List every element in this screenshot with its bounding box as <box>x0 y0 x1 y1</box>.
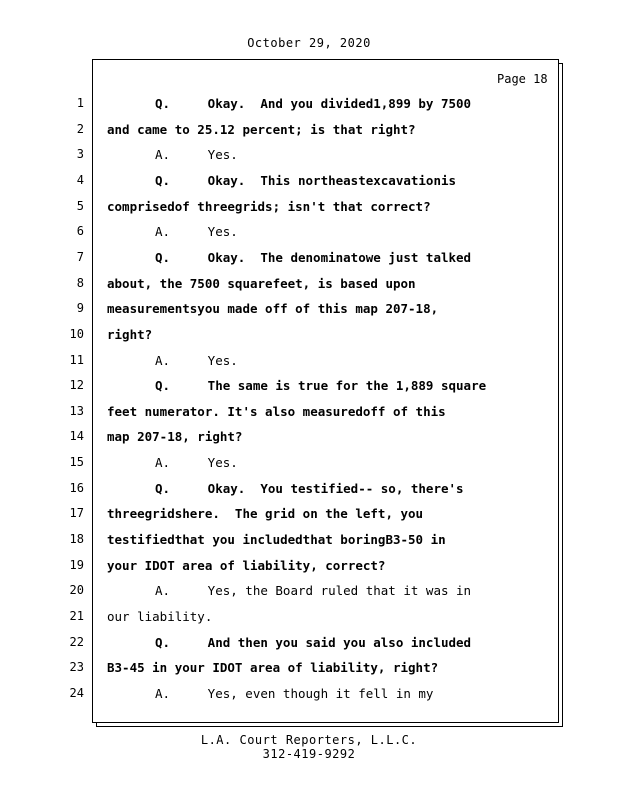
line-text: your IDOT area of liability, correct? <box>107 557 386 573</box>
line-text: Q. The same is true for the 1,889 square <box>155 378 487 394</box>
line-text: comprisedof threegrids; isn't that correct? <box>107 198 431 214</box>
footer-phone: 312-419-9292 <box>262 747 356 761</box>
transcript-line <box>0 301 618 327</box>
line-text: A. Yes. <box>155 224 238 240</box>
line-text: map 207-18, right? <box>107 429 243 445</box>
line-number: 6 <box>76 224 84 239</box>
line-number: 11 <box>69 352 84 367</box>
line-text: measurementsyou made off of this map 207-18, <box>107 301 439 317</box>
line-text: Q. Okay. The denominatowe just talked <box>155 249 472 265</box>
line-text: Q. Okay. You testified-- so, there's <box>155 480 464 496</box>
line-text: A. Yes. <box>155 352 238 368</box>
line-number: 8 <box>76 275 84 290</box>
line-number: 16 <box>69 480 84 495</box>
transcript-line <box>0 353 618 379</box>
line-number: 14 <box>69 429 84 444</box>
line-number: 9 <box>76 301 84 316</box>
transcript-line <box>0 199 618 225</box>
line-number: 7 <box>76 249 84 264</box>
line-number: 4 <box>76 172 84 187</box>
line-number: 17 <box>69 506 84 521</box>
transcript-line <box>0 686 618 712</box>
line-text: Q. And then you said you also included <box>155 634 472 650</box>
line-text: A. Yes. <box>155 455 238 471</box>
line-text: A. Yes, the Board ruled that it was in <box>155 583 472 599</box>
transcript-line <box>0 250 618 276</box>
transcript-line <box>0 276 618 302</box>
line-number: 21 <box>69 609 84 623</box>
line-text: our liability. <box>107 609 213 624</box>
line-number: 12 <box>69 378 84 393</box>
transcript-line <box>0 429 618 455</box>
transcript-line <box>0 583 618 609</box>
transcript-line <box>0 558 618 584</box>
line-text: right? <box>107 326 153 342</box>
transcript-line <box>0 147 618 173</box>
transcript-line <box>0 481 618 507</box>
line-number: 3 <box>76 147 84 162</box>
line-number: 2 <box>76 121 84 136</box>
transcript-line <box>0 327 618 353</box>
line-text: about, the 7500 squarefeet, is based upon <box>107 275 416 291</box>
line-number: 20 <box>69 583 84 598</box>
line-number: 1 <box>76 96 84 110</box>
line-text: Q. Okay. And you divided1,899 by 7500 <box>155 96 472 111</box>
line-number: 24 <box>69 685 84 700</box>
line-number: 19 <box>69 557 84 572</box>
transcript-line <box>0 96 618 122</box>
transcript-line <box>0 455 618 481</box>
footer-company: L.A. Court Reporters, L.L.C. <box>200 733 418 747</box>
line-text: A. Yes, even though it fell in my <box>155 685 434 701</box>
line-text: feet numerator. It's also measuredoff of this <box>107 403 446 419</box>
line-number: 18 <box>69 532 84 547</box>
line-number: 5 <box>76 198 84 213</box>
line-text: B3-45 in your IDOT area of liability, right? <box>107 660 439 676</box>
transcript-line <box>0 532 618 558</box>
page-number: Page 18 <box>497 72 548 86</box>
transcript-line <box>0 224 618 250</box>
transcript-line <box>0 122 618 148</box>
transcript-line <box>0 660 618 686</box>
line-number: 13 <box>69 403 84 418</box>
line-text: threegridshere. The grid on the left, you <box>107 506 424 522</box>
transcript-line <box>0 404 618 430</box>
line-text: and came to 25.12 percent; is that right? <box>107 121 416 137</box>
transcript-line <box>0 378 618 404</box>
transcript-line <box>0 609 618 635</box>
line-text: Q. Okay. This northeastexcavationis <box>155 172 457 188</box>
transcript-line <box>0 173 618 199</box>
page-date: October 29, 2020 <box>247 36 371 50</box>
line-text: testifiedthat you includedthat boringB3-50 in <box>107 532 446 548</box>
line-number: 10 <box>69 326 84 341</box>
transcript-line <box>0 635 618 661</box>
transcript-line <box>0 506 618 532</box>
line-number: 23 <box>69 660 84 675</box>
line-text: A. Yes. <box>155 147 238 163</box>
line-number: 22 <box>69 634 84 649</box>
line-number: 15 <box>69 455 84 470</box>
